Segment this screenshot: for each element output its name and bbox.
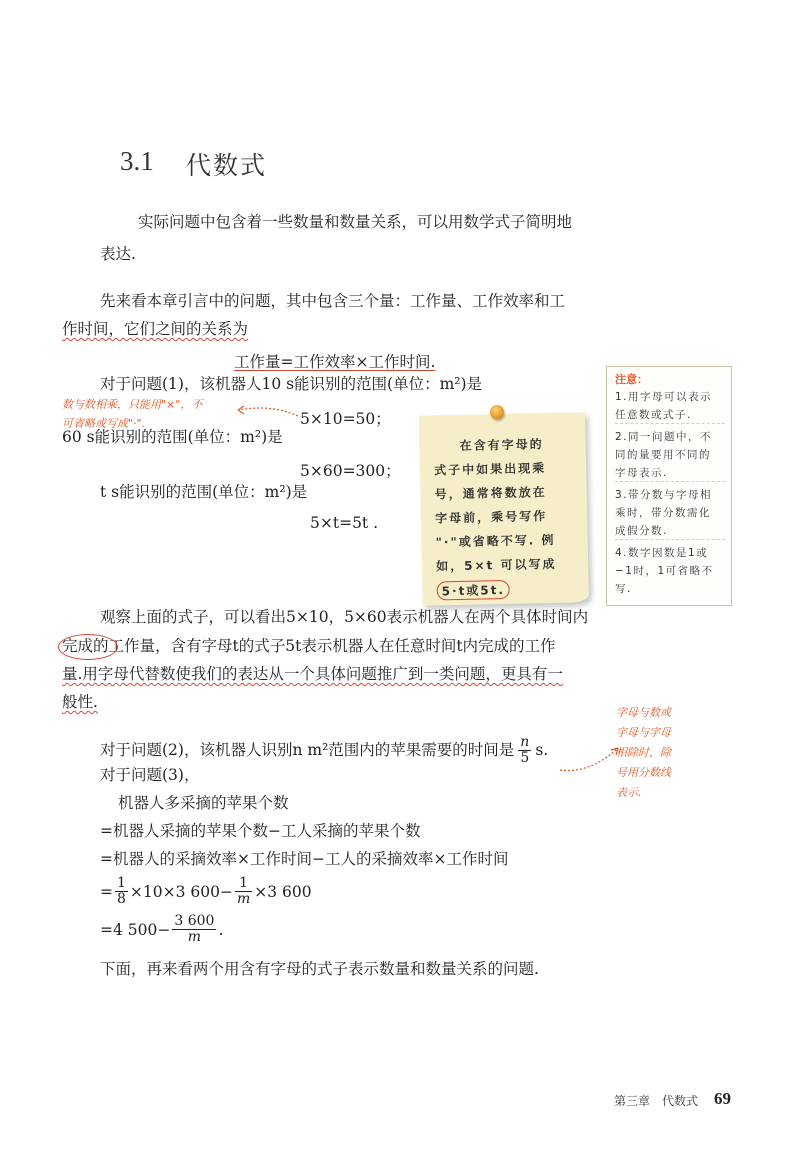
q3-l4-post: ×3 600 xyxy=(254,882,312,901)
right-hand-note-1: 字母与数或 xyxy=(616,706,671,719)
p1-line-1-text: 先来看本章引言中的问题，其中包含三个量：工作量、工作效率和工 xyxy=(100,292,566,310)
p1-line-2 xyxy=(62,322,248,338)
p2-line-2: 完成的工作量，含有字母t的式子5t表示机器人在任意时间t内完成的工作 xyxy=(62,637,556,655)
note-box-line-3: 2.同一问题中，不 xyxy=(615,431,713,443)
note-box-line-6: 3.带分数与字母相 xyxy=(615,489,713,501)
q3-l4-pre: = xyxy=(100,882,113,901)
q3-l4-frac1-den: 8 xyxy=(117,891,126,908)
note-box xyxy=(606,366,732,606)
right-hand-note-3: 相除时，除 xyxy=(616,746,671,759)
p1-line-1 xyxy=(100,294,565,310)
sticky-line-2: 式子中如果出现乘 xyxy=(434,461,547,478)
q1-formula-2: 5×60=300； xyxy=(300,462,401,480)
q1-formula-1: 5×10=50； xyxy=(300,410,391,428)
q2-fraction xyxy=(518,735,531,767)
note-box-line-9: 4.数字因数是1或 xyxy=(615,547,709,559)
p2-line-3-text: 量.用字母代替数使我们的表达从一个具体问题推广到一类问题，更具有一 xyxy=(62,665,563,683)
q3-l5-frac xyxy=(172,914,216,946)
intro-line-2: 表达. xyxy=(100,245,136,263)
pushpin-icon xyxy=(490,405,504,419)
hand-drawn-circle xyxy=(58,634,118,660)
q3-l4-frac1-num: 1 xyxy=(117,875,126,891)
right-hand-note-5: 表示. xyxy=(616,786,642,799)
note-box-line-1: 1.用字母可以表示 xyxy=(615,391,713,403)
note-box-line-5: 字母表示. xyxy=(615,467,668,479)
p2-line-3 xyxy=(62,667,563,683)
right-hand-note-4: 号用分数线 xyxy=(616,766,671,779)
q2-frac-den: 5 xyxy=(520,750,530,767)
note-arrow-left xyxy=(232,400,302,430)
q3-line-3: =机器人的采摘效率×工作时间−工人的采摘效率×工作时间 xyxy=(100,850,509,868)
closing-line: 下面，再来看两个用含有字母的式子表示数量和数量关系的问题. xyxy=(100,960,539,978)
q3-l4-frac2-den: m xyxy=(236,891,251,908)
q1-formula-3: 5×t=5t . xyxy=(310,514,379,532)
intro-line-1: 实际问题中包含着一些数量和数量关系，可以用数学式子简明地 xyxy=(138,213,573,231)
page-number: 69 xyxy=(714,1089,731,1108)
q1-text-2: 60 s能识别的范围(单位：m²)是 xyxy=(62,428,283,446)
q1-text-3: t s能识别的范围(单位：m²)是 xyxy=(100,483,308,501)
q3-line-5 xyxy=(100,914,223,946)
left-hand-note-1: 数与数相乘，只能用"×"，不 xyxy=(62,398,203,411)
note-arrow-right xyxy=(556,736,626,776)
q2-text: 对于问题(2)，该机器人识别n m²范围内的苹果需要的时间是 xyxy=(100,741,515,760)
q3-l5-pre: =4 500− xyxy=(100,920,171,939)
note-box-line-8: 成假分数. xyxy=(615,525,668,537)
note-box-title: 注意： xyxy=(615,373,648,386)
note-box-line-7: 乘时，带分数需化 xyxy=(615,507,711,519)
p2-line-4-text: 般性. xyxy=(62,693,98,711)
right-hand-note-2: 字母与字母 xyxy=(616,726,671,739)
p2-line-1: 观察上面的式子，可以看出5×10，5×60表示机器人在两个具体时间内 xyxy=(100,608,589,626)
q3-line-2: =机器人采摘的苹果个数−工人采摘的苹果个数 xyxy=(100,822,421,840)
q1-intro: 对于问题(1)，该机器人10 s能识别的范围(单位：m²)是 xyxy=(100,375,483,393)
q3-intro: 对于问题(3)， xyxy=(100,766,200,784)
q3-l5-post: . xyxy=(218,920,224,939)
p1-line-2-text: 作时间，它们之间的关系为 xyxy=(62,320,249,338)
note-box-separator xyxy=(615,423,725,424)
sticky-line-6: 如，5×t 可以写成 xyxy=(436,556,557,574)
note-box-separator xyxy=(615,481,725,482)
q3-l4-frac2-num: 1 xyxy=(235,876,252,892)
section-number: 3.1 xyxy=(120,146,154,176)
sticky-line-5: "·"或省略不写. 例 xyxy=(435,532,556,550)
q3-l5-frac-num: 3 600 xyxy=(174,913,215,929)
section-title: 代数式 xyxy=(186,151,268,180)
left-hand-note-2: 可省略或写成"·". xyxy=(62,417,146,430)
q3-l4-frac2 xyxy=(235,876,252,908)
q3-l4-mid: ×10×3 600− xyxy=(129,882,233,901)
q3-line-1: 机器人多采摘的苹果个数 xyxy=(118,794,289,812)
relation-formula: 工作量=工作效率×工作时间. xyxy=(234,353,436,371)
q2-frac-num: n xyxy=(520,734,530,750)
note-box-line-10: −1时，1可省略不 xyxy=(615,565,714,577)
q3-l4-frac1 xyxy=(115,876,128,908)
q3-line-4 xyxy=(100,876,312,908)
sticky-line-3: 号，通常将数放在 xyxy=(434,485,547,502)
p2-line-4 xyxy=(62,695,98,711)
footer-chapter: 第三章 代数式 xyxy=(614,1094,699,1108)
q3-l5-frac-den: m xyxy=(187,929,202,946)
sticky-note xyxy=(419,412,589,605)
sticky-line-4: 字母前，乘号写作 xyxy=(435,509,548,526)
q2-line xyxy=(100,735,548,767)
note-box-line-4: 同的量要用不同的 xyxy=(615,449,711,461)
sticky-line-7: 5·t或5t. xyxy=(437,580,511,601)
q2-unit: s. xyxy=(535,741,549,760)
note-box-line-2: 任意数或式子. xyxy=(615,409,692,421)
sticky-line-1: 在含有字母的 xyxy=(459,437,544,453)
note-box-line-11: 写. xyxy=(615,583,632,595)
note-box-separator xyxy=(615,539,725,540)
